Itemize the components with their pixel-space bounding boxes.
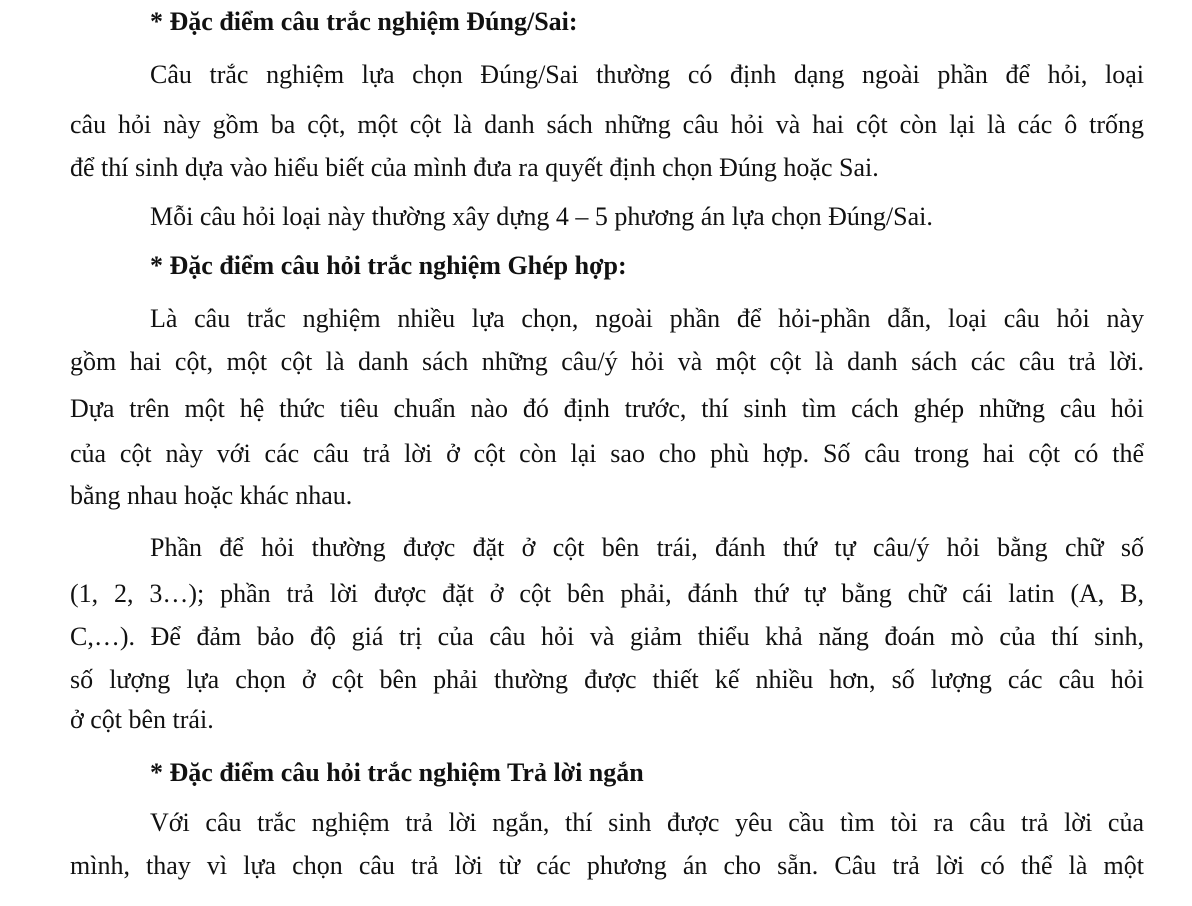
- paragraph-line: câu hỏi này gồm ba cột, một cột là danh sách những câu hỏi và hai cột còn lại là các ô trống: [70, 110, 1144, 139]
- paragraph-line: Câu trắc nghiệm lựa chọn Đúng/Sai thường có định dạng ngoài phần để hỏi, loại: [150, 60, 1144, 89]
- paragraph-line: của cột này với các câu trả lời ở cột còn lại sao cho phù hợp. Số câu trong hai cột có thể: [70, 439, 1144, 468]
- paragraph-line: Là câu trắc nghiệm nhiều lựa chọn, ngoài phần để hỏi-phần dẫn, loại câu hỏi này: [150, 304, 1144, 333]
- paragraph-line: để thí sinh dựa vào hiểu biết của mình đưa ra quyết định chọn Đúng hoặc Sai.: [70, 153, 879, 182]
- paragraph-line: C,…). Để đảm bảo độ giá trị của câu hỏi và giảm thiểu khả năng đoán mò của thí sinh,: [70, 622, 1144, 651]
- paragraph-line: ở cột bên trái.: [70, 705, 214, 734]
- heading-true-false: * Đặc điểm câu trắc nghiệm Đúng/Sai:: [150, 7, 578, 36]
- paragraph-line: Với câu trắc nghiệm trả lời ngắn, thí sinh được yêu cầu tìm tòi ra câu trả lời của: [150, 808, 1144, 837]
- paragraph-line: số lượng lựa chọn ở cột bên phải thường được thiết kế nhiều hơn, số lượng các câu hỏi: [70, 665, 1144, 694]
- paragraph-line: Dựa trên một hệ thức tiêu chuẩn nào đó định trước, thí sinh tìm cách ghép những câu hỏi: [70, 394, 1144, 423]
- paragraph-line: Phần để hỏi thường được đặt ở cột bên trái, đánh thứ tự câu/ý hỏi bằng chữ số: [150, 533, 1144, 562]
- paragraph-line: gồm hai cột, một cột là danh sách những câu/ý hỏi và một cột là danh sách các câu trả lời.: [70, 347, 1144, 376]
- paragraph-line: mình, thay vì lựa chọn câu trả lời từ các phương án cho sẵn. Câu trả lời có thể là một: [70, 851, 1144, 880]
- heading-short-answer: * Đặc điểm câu hỏi trắc nghiệm Trả lời ngắn: [150, 758, 644, 787]
- paragraph-line: bằng nhau hoặc khác nhau.: [70, 481, 353, 510]
- paragraph-line: (1, 2, 3…); phần trả lời được đặt ở cột bên phải, đánh thứ tự bằng chữ cái latin (A, B,: [70, 579, 1144, 608]
- paragraph-line: Mỗi câu hỏi loại này thường xây dựng 4 – 5 phương án lựa chọn Đúng/Sai.: [150, 202, 933, 231]
- heading-matching: * Đặc điểm câu hỏi trắc nghiệm Ghép hợp:: [150, 251, 627, 280]
